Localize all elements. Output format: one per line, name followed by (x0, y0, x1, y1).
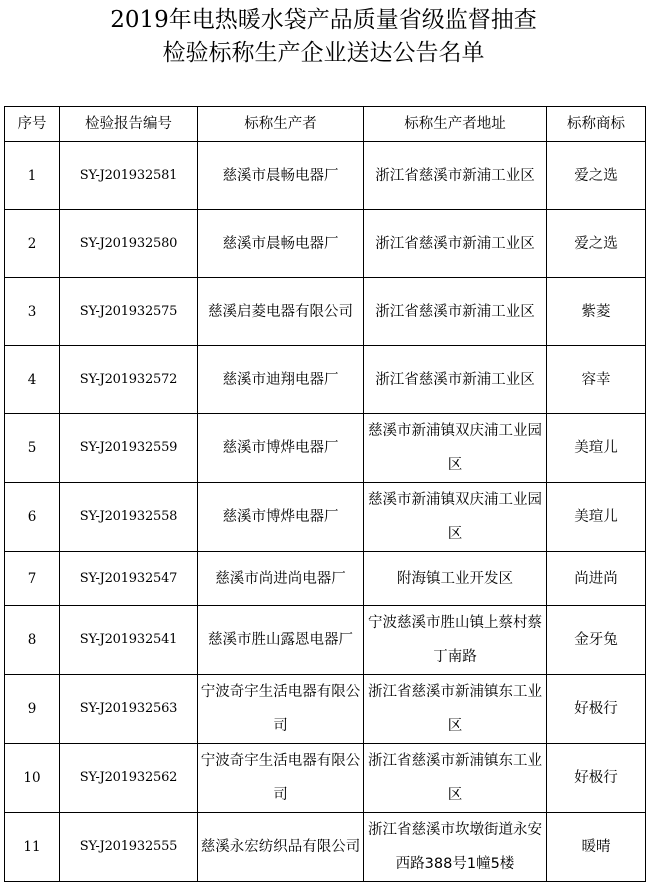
cell-producer-address: 浙江省慈溪市坎墩街道永安西路388号1幢5楼 (364, 813, 547, 882)
document-title (0, 4, 647, 70)
cell-producer: 慈溪市博烨电器厂 (198, 483, 364, 552)
cell-producer: 慈溪市迪翔电器厂 (198, 346, 364, 414)
cell-report-number: SY-J201932541 (60, 606, 198, 675)
table-row (5, 813, 646, 882)
cell-report-number: SY-J201932575 (60, 278, 198, 346)
cell-serial-number: 8 (5, 606, 60, 675)
cell-producer-address: 慈溪市新浦镇双庆浦工业园区 (364, 414, 547, 483)
cell-brand: 好极行 (547, 675, 646, 744)
cell-producer: 慈溪启菱电器有限公司 (198, 278, 364, 346)
table-header-row (5, 107, 646, 142)
cell-producer-address: 慈溪市新浦镇双庆浦工业园区 (364, 483, 547, 552)
title-line-1: 2019年电热暖水袋产品质量省级监督抽查 (110, 7, 537, 33)
cell-serial-number: 5 (5, 414, 60, 483)
header-report-number: 检验报告编号 (60, 107, 198, 142)
cell-report-number: SY-J201932572 (60, 346, 198, 414)
cell-brand: 金牙兔 (547, 606, 646, 675)
cell-brand: 紫菱 (547, 278, 646, 346)
cell-producer-address: 附海镇工业开发区 (364, 552, 547, 606)
cell-producer-address: 宁波慈溪市胜山镇上蔡村蔡丁南路 (364, 606, 547, 675)
cell-producer-address: 浙江省慈溪市新浦工业区 (364, 210, 547, 278)
cell-serial-number: 3 (5, 278, 60, 346)
cell-serial-number: 4 (5, 346, 60, 414)
title-line-2: 检验标称生产企业送达公告名单 (162, 40, 485, 66)
cell-producer-address: 浙江省慈溪市新浦镇东工业区 (364, 744, 547, 813)
table-row (5, 210, 646, 278)
cell-serial-number: 6 (5, 483, 60, 552)
table-row (5, 744, 646, 813)
cell-report-number: SY-J201932547 (60, 552, 198, 606)
cell-brand: 爱之选 (547, 210, 646, 278)
cell-brand: 好极行 (547, 744, 646, 813)
header-producer-address: 标称生产者地址 (364, 107, 547, 142)
cell-brand: 尚进尚 (547, 552, 646, 606)
table-row (5, 675, 646, 744)
cell-producer: 慈溪永宏纺织品有限公司 (198, 813, 364, 882)
table-row (5, 606, 646, 675)
cell-report-number: SY-J201932563 (60, 675, 198, 744)
table-row (5, 552, 646, 606)
cell-producer: 慈溪市晨畅电器厂 (198, 210, 364, 278)
table-row (5, 414, 646, 483)
cell-report-number: SY-J201932559 (60, 414, 198, 483)
cell-brand: 暖晴 (547, 813, 646, 882)
report-table (4, 106, 646, 882)
cell-serial-number: 2 (5, 210, 60, 278)
cell-report-number: SY-J201932555 (60, 813, 198, 882)
cell-brand: 容幸 (547, 346, 646, 414)
cell-serial-number: 1 (5, 142, 60, 210)
cell-producer-address: 浙江省慈溪市新浦工业区 (364, 346, 547, 414)
cell-report-number: SY-J201932562 (60, 744, 198, 813)
cell-producer: 慈溪市胜山露恩电器厂 (198, 606, 364, 675)
cell-report-number: SY-J201932558 (60, 483, 198, 552)
cell-producer-address: 浙江省慈溪市新浦镇东工业区 (364, 675, 547, 744)
header-serial-number: 序号 (5, 107, 60, 142)
cell-serial-number: 11 (5, 813, 60, 882)
table-row (5, 142, 646, 210)
table-row (5, 346, 646, 414)
cell-producer: 宁波奇宇生活电器有限公司 (198, 744, 364, 813)
table-row (5, 483, 646, 552)
cell-producer: 慈溪市博烨电器厂 (198, 414, 364, 483)
cell-producer: 慈溪市晨畅电器厂 (198, 142, 364, 210)
cell-producer: 宁波奇宇生活电器有限公司 (198, 675, 364, 744)
cell-brand: 美瑄儿 (547, 414, 646, 483)
cell-serial-number: 7 (5, 552, 60, 606)
cell-brand: 爱之选 (547, 142, 646, 210)
cell-brand: 美瑄儿 (547, 483, 646, 552)
cell-report-number: SY-J201932581 (60, 142, 198, 210)
cell-serial-number: 10 (5, 744, 60, 813)
cell-producer: 慈溪市尚进尚电器厂 (198, 552, 364, 606)
cell-report-number: SY-J201932580 (60, 210, 198, 278)
cell-serial-number: 9 (5, 675, 60, 744)
table-row (5, 278, 646, 346)
header-producer: 标称生产者 (198, 107, 364, 142)
header-brand: 标称商标 (547, 107, 646, 142)
cell-producer-address: 浙江省慈溪市新浦工业区 (364, 278, 547, 346)
cell-producer-address: 浙江省慈溪市新浦工业区 (364, 142, 547, 210)
